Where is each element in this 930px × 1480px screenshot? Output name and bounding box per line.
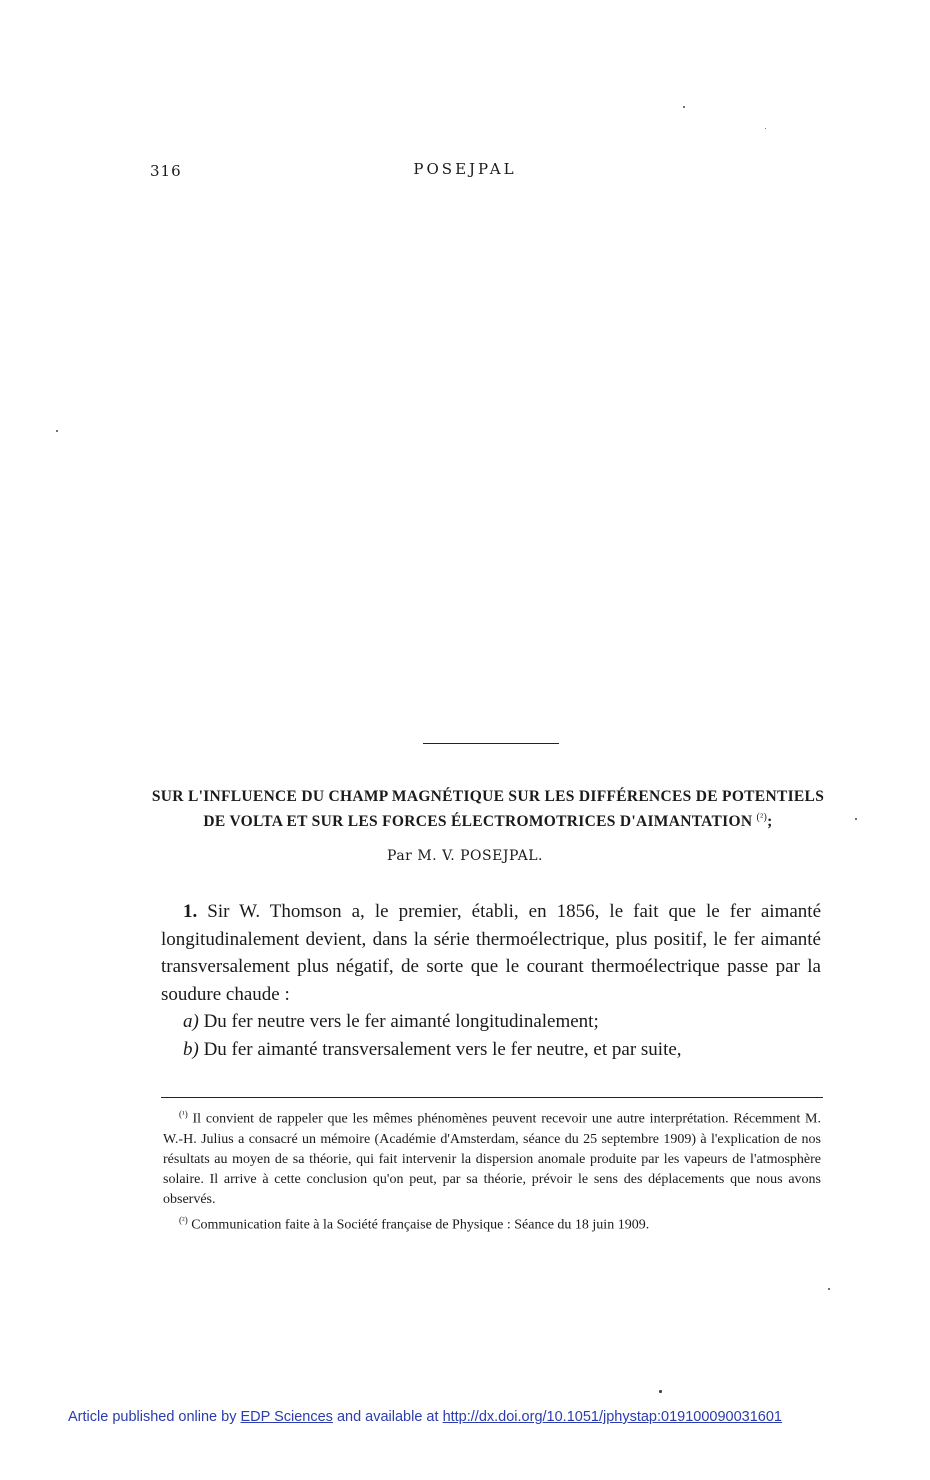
footnote-2 (163, 1210, 821, 1236)
footnotes (163, 1104, 821, 1235)
title-line-1: SUR L'INFLUENCE DU CHAMP MAGNÉTIQUE SUR LES DIFFÉRENCES DE POTENTIELS (151, 788, 825, 805)
footer-middle: and available at (332, 1409, 443, 1425)
scan-speck (855, 818, 857, 820)
footnote-1-marker: (¹) (179, 1109, 188, 1119)
footnote-rule (161, 1097, 823, 1098)
page-number: 316 (150, 162, 182, 180)
section-divider (423, 743, 559, 744)
footnote-1-text: Il convient de rappeler que les mêmes phénomènes peuvent recevoir une autre interprétation. Récemment M. W.-H. Julius a consacré un mémoire (Académie d'Amsterdam, séance du 25 septembre 1909) à l'explication de nos résultats au moyen de sa théorie, qui fait intervenir la dispersion anomale produite par les vapeurs de l'atmosphère solaire. Il arrive à cette conclusion qu'on peut, par sa théorie, prévoir le sens des déplacements que nous avons observés. (163, 1111, 822, 1207)
item-a-text: Du fer neutre vers le fer aimanté longitudinalement; (203, 1011, 599, 1032)
scan-speck (828, 1288, 830, 1290)
footnote-1 (163, 1104, 821, 1210)
scan-speck (659, 1390, 662, 1393)
doi-link[interactable]: http://dx.doi.org/10.1051/jphystap:019100090031601 (442, 1409, 782, 1425)
scan-speck (765, 128, 766, 129)
paragraph-number: 1. (183, 901, 198, 922)
article-title (140, 786, 836, 832)
title-end-punct: ; (767, 813, 773, 831)
body-text (161, 898, 821, 1063)
scan-speck (683, 106, 685, 108)
publication-footer (68, 1409, 782, 1425)
title-line-2-text: DE VOLTA ET SUR LES FORCES ÉLECTROMOTRICES D'AIMANTATION (203, 813, 753, 831)
item-b-label: b) (183, 1038, 199, 1060)
list-item-a (161, 1008, 821, 1036)
publisher-link[interactable]: EDP Sciences (240, 1409, 333, 1425)
item-a-label: a) (183, 1011, 199, 1032)
list-item-b (161, 1036, 821, 1064)
footer-prefix: Article published online by (68, 1409, 241, 1425)
scan-speck (56, 430, 58, 432)
running-head: POSEJPAL (413, 160, 517, 178)
footnote-2-text: Communication faite à la Société française de Physique : Séance du 18 juin 1909. (191, 1217, 650, 1233)
paragraph-1-text: Sir W. Thomson a, le premier, établi, en 1856, le fait que le fer aimanté longitudinalement devient, dans la série thermoélectrique, plus positif, le fer aimanté transversalement plus négatif, de sorte que le courant thermoélectrique passe par la soudure chaude : (161, 901, 822, 1005)
title-footnote-marker: (²) (756, 812, 768, 823)
item-b-text: Du fer aimanté transversalement vers le fer neutre, et par suite, (203, 1038, 682, 1060)
footnote-2-marker: (²) (179, 1214, 188, 1225)
title-line-2 (140, 807, 836, 832)
author-byline: Par M. V. POSEJPAL. (387, 848, 543, 864)
paragraph-1 (161, 898, 821, 1008)
